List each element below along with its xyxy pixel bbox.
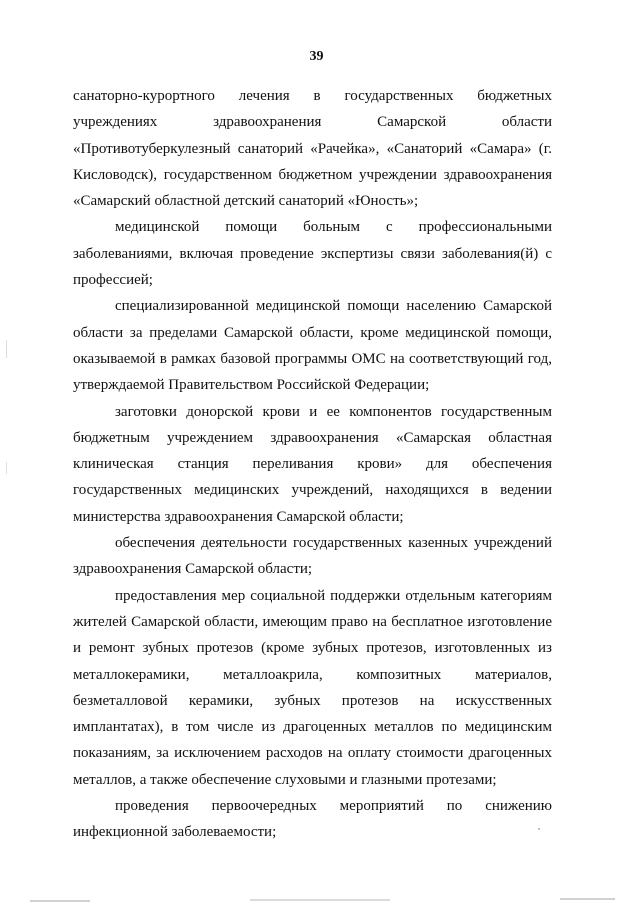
paragraph-3: специализированной медицинской помощи населению Самарской области за пределами Самарской области, кроме медицинской помощи, оказываемой в рамках базовой программы ОМС на соответствующий год, утверждаемой Правительством Российской Федерации;: [73, 298, 552, 394]
paragraph-5: обеспечения деятельности государственных казенных учреждений здравоохранения Самарской области;: [73, 535, 552, 578]
paragraph-4: заготовки донорской крови и ее компонентов государственным бюджетным учреждением здравоохранения «Самарская областная клиническая станция переливания крови» для обеспечения государственных медицинских учреждений, находящихся в ведении министерства здравоохранения Самарской области;: [73, 403, 552, 525]
paragraph-6: предоставления мер социальной поддержки отдельным категориям жителей Самарской области, имеющим право на бесплатное изготовление и ремонт зубных протезов (кроме зубных протезов, изготовленных из металлокерамики, металлоакрила, композитных материалов, безметалловой керамики, зубных протезов на искусственных имплантатах), в том числе из драгоценных металлов по медицинским показаниям, за исключением расходов на оплату стоимости драгоценных металлов, а также обеспечение слуховыми и глазными протезами;: [73, 587, 552, 788]
paragraph-7: проведения первоочередных мероприятий по снижению инфекционной заболеваемости;: [73, 798, 552, 841]
scan-artifact-left: [6, 340, 7, 358]
scan-artifact-bottom-left: [30, 900, 90, 902]
scan-artifact-bottom-right: [560, 898, 615, 900]
document-body: [73, 83, 552, 846]
paragraph-1: санаторно-курортного лечения в государственных бюджетных учреждениях здравоохранения Самарской области «Противотуберкулезный санаторий «Рачейка», «Санаторий «Самара» (г. Кисловодск), государственном бюджетном учреждении здравоохранения «Самарский областной детский санаторий «Юность»;: [73, 88, 552, 210]
scan-artifact-dot: [538, 828, 540, 830]
scan-artifact-left-2: [6, 462, 7, 474]
scan-artifact-bottom-mid: [250, 899, 390, 901]
page-number: 39: [309, 49, 324, 64]
paragraph-2: медицинской помощи больным с профессиональными заболеваниями, включая проведение экспертизы связи заболевания(й) с профессией;: [73, 219, 552, 289]
